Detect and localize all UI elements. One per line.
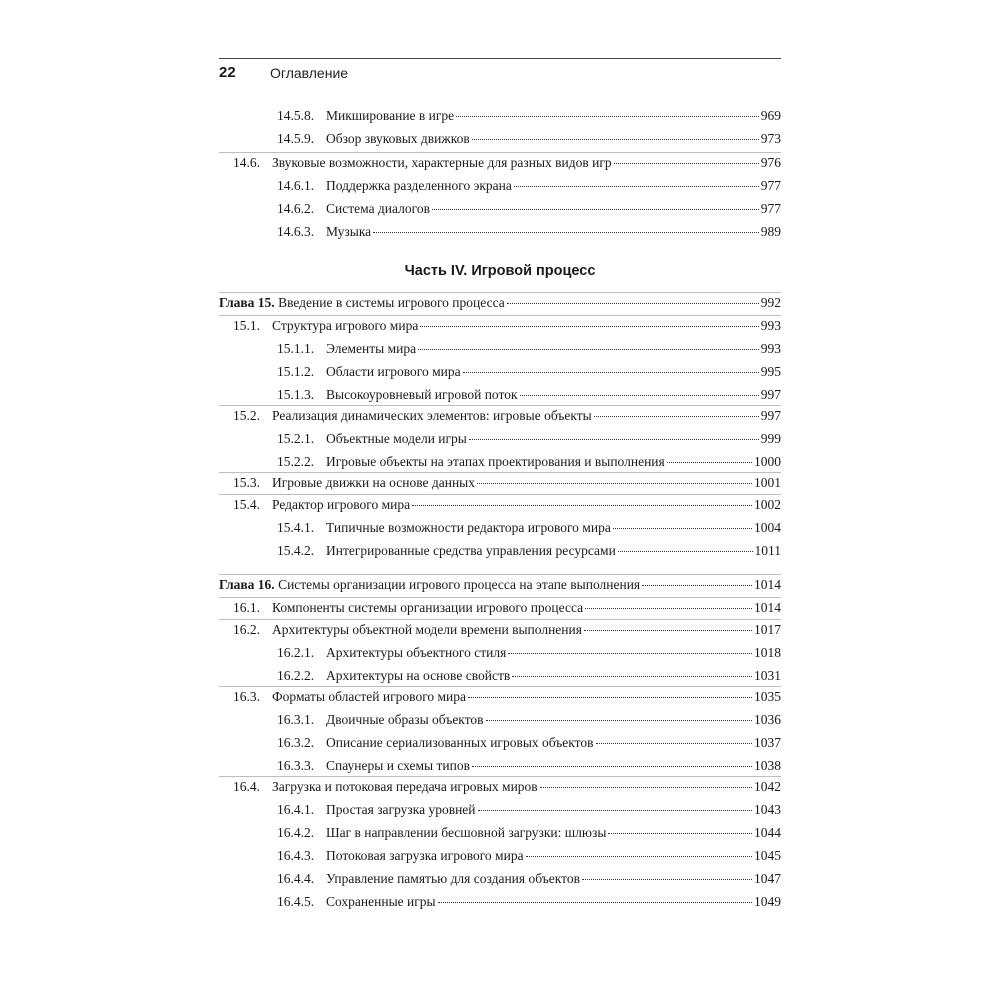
toc-entry-page: 1036 bbox=[754, 712, 781, 727]
toc-entry-number: 14.6.1. bbox=[277, 178, 315, 193]
toc-entry-title: Архитектуры на основе свойств bbox=[326, 668, 511, 683]
dot-leader bbox=[472, 139, 759, 140]
toc-entry-page: 1014 bbox=[754, 577, 781, 592]
dot-leader bbox=[512, 676, 752, 677]
toc-entry[interactable] bbox=[277, 430, 781, 448]
toc-entry-title: Реализация динамических элементов: игровые объекты bbox=[272, 408, 592, 423]
separator-rule bbox=[219, 472, 781, 473]
toc-entry-number: 15.1.1. bbox=[277, 341, 315, 356]
toc-entry-page: 1031 bbox=[754, 668, 781, 683]
toc-entry-title: Архитектуры объектной модели времени выполнения bbox=[272, 622, 582, 637]
toc-entry-number: 14.6. bbox=[233, 155, 260, 170]
toc-entry-title: Поддержка разделенного экрана bbox=[326, 178, 512, 193]
chapter-title bbox=[219, 576, 640, 594]
chapter-text: Введение в системы игрового процесса bbox=[278, 295, 505, 310]
toc-entry-title: Форматы областей игрового мира bbox=[272, 689, 467, 704]
dot-leader bbox=[613, 528, 752, 529]
toc-entry[interactable] bbox=[233, 407, 781, 425]
dot-leader bbox=[456, 116, 759, 117]
toc-entry-number: 14.5.9. bbox=[277, 131, 315, 146]
separator-rule bbox=[219, 292, 781, 293]
toc-entry-number: 14.6.3. bbox=[277, 224, 315, 239]
toc-entry-number: 15.4. bbox=[233, 497, 260, 512]
dot-leader bbox=[507, 303, 759, 304]
page-number: 22 bbox=[219, 64, 236, 81]
toc-entry-title: Система диалогов bbox=[326, 201, 430, 216]
toc-entry-title: Двоичные образы объектов bbox=[326, 712, 484, 727]
toc-entry-title: Области игрового мира bbox=[326, 364, 461, 379]
separator-rule bbox=[219, 494, 781, 495]
toc-entry[interactable] bbox=[277, 734, 781, 752]
toc-entry-number: 16.1. bbox=[233, 600, 260, 615]
separator-rule bbox=[219, 405, 781, 406]
toc-entry-number: 15.3. bbox=[233, 475, 260, 490]
toc-entry-page: 995 bbox=[760, 364, 781, 379]
toc-entry-page: 1002 bbox=[754, 497, 781, 512]
toc-entry-title: Интегрированные средства управления ресурсами bbox=[326, 543, 616, 558]
toc-entry[interactable] bbox=[277, 223, 781, 241]
dot-leader bbox=[432, 209, 759, 210]
toc-entry-title: Компоненты системы организации игрового процесса bbox=[272, 600, 584, 615]
toc-entry-page: 1011 bbox=[754, 543, 781, 558]
toc-entry-page: 1001 bbox=[754, 475, 781, 490]
chapter-text: Системы организации игрового процесса на этапе выполнения bbox=[278, 577, 641, 592]
toc-entry-title: Обзор звуковых движков bbox=[326, 131, 470, 146]
chapter-label: Глава 15. bbox=[219, 295, 275, 310]
toc-entry-page: 977 bbox=[760, 178, 781, 193]
toc-entry-page: 1045 bbox=[754, 848, 781, 863]
toc-entry-title: Загрузка и потоковая передача игровых миров bbox=[272, 779, 538, 794]
toc-entry-page: 1047 bbox=[754, 871, 781, 886]
toc-entry-page: 999 bbox=[760, 431, 781, 446]
toc-entry[interactable] bbox=[277, 453, 781, 471]
toc-entry[interactable] bbox=[233, 778, 781, 796]
toc-entry[interactable] bbox=[277, 130, 781, 148]
toc-entry-number: 16.4.4. bbox=[277, 871, 315, 886]
toc-entry[interactable] bbox=[277, 340, 781, 358]
toc-entry[interactable] bbox=[277, 386, 781, 404]
toc-entry-title: Музыка bbox=[326, 224, 372, 239]
toc-entry-page: 1035 bbox=[754, 689, 781, 704]
toc-entry-number: 15.4.2. bbox=[277, 543, 315, 558]
toc-entry-number: 14.6.2. bbox=[277, 201, 315, 216]
toc-entry-title: Спаунеры и схемы типов bbox=[326, 758, 470, 773]
dot-leader bbox=[418, 349, 759, 350]
toc-entry[interactable] bbox=[233, 317, 781, 335]
toc-entry[interactable] bbox=[277, 200, 781, 218]
toc-entry-number: 14.5.8. bbox=[277, 108, 315, 123]
dot-leader bbox=[508, 653, 752, 654]
toc-entry-number: 16.3.3. bbox=[277, 758, 315, 773]
dot-leader bbox=[463, 372, 759, 373]
toc-entry-page: 997 bbox=[760, 408, 781, 423]
dot-leader bbox=[642, 585, 752, 586]
toc-entry-number: 16.4. bbox=[233, 779, 260, 794]
toc-entry[interactable] bbox=[277, 519, 781, 537]
toc-entry-number: 15.4.1. bbox=[277, 520, 315, 535]
toc-entry-title: Архитектуры объектного стиля bbox=[326, 645, 507, 660]
toc-entry[interactable] bbox=[277, 542, 781, 560]
chapter-title bbox=[219, 294, 505, 312]
toc-entry[interactable] bbox=[277, 893, 781, 911]
toc-entry[interactable] bbox=[277, 644, 781, 662]
toc-entry-number: 16.4.5. bbox=[277, 894, 315, 909]
toc-entry[interactable] bbox=[277, 363, 781, 381]
toc-entry[interactable] bbox=[277, 107, 781, 125]
toc-entry-page: 1049 bbox=[754, 894, 781, 909]
toc-entry-page: 1017 bbox=[754, 622, 781, 637]
dot-leader bbox=[614, 163, 759, 164]
toc-entry-page: 993 bbox=[760, 341, 781, 356]
toc-entry-title: Микширование в игре bbox=[326, 108, 455, 123]
dot-leader bbox=[618, 551, 753, 552]
toc-entry[interactable] bbox=[277, 870, 781, 888]
chapter-entry[interactable] bbox=[219, 576, 781, 594]
toc-entry-page: 973 bbox=[760, 131, 781, 146]
toc-entry-title: Сохраненные игры bbox=[326, 894, 436, 909]
dot-leader bbox=[526, 856, 752, 857]
toc-entry-number: 16.2.1. bbox=[277, 645, 315, 660]
toc-entry-title: Потоковая загрузка игрового мира bbox=[326, 848, 524, 863]
toc-entry-number: 16.2.2. bbox=[277, 668, 315, 683]
toc-entry-title: Звуковые возможности, характерные для разных видов игр bbox=[272, 155, 612, 170]
dot-leader bbox=[594, 416, 759, 417]
toc-entry-page: 1018 bbox=[754, 645, 781, 660]
part-title: Часть IV. Игровой процесс bbox=[404, 263, 596, 279]
dot-leader bbox=[412, 505, 752, 506]
toc-entry-number: 16.3.1. bbox=[277, 712, 315, 727]
dot-leader bbox=[469, 439, 759, 440]
toc-entry[interactable] bbox=[277, 824, 781, 842]
toc-entry-page: 1037 bbox=[754, 735, 781, 750]
dot-leader bbox=[438, 902, 752, 903]
dot-leader bbox=[468, 697, 752, 698]
toc-entry-page: 969 bbox=[760, 108, 781, 123]
toc-entry[interactable] bbox=[277, 757, 781, 775]
toc-entry-number: 16.4.1. bbox=[277, 802, 315, 817]
toc-entry-page: 977 bbox=[760, 201, 781, 216]
toc-entry-title: Высокоуровневый игровой поток bbox=[326, 387, 518, 402]
toc-entry-number: 15.1.3. bbox=[277, 387, 315, 402]
toc-entry-title: Элементы мира bbox=[326, 341, 417, 356]
toc-entry[interactable] bbox=[233, 599, 781, 617]
toc-entry[interactable] bbox=[277, 711, 781, 729]
toc-entry-title: Игровые объекты на этапах проектирования и выполнения bbox=[326, 454, 665, 469]
dot-leader bbox=[582, 879, 752, 880]
dot-leader bbox=[486, 720, 752, 721]
dot-leader bbox=[540, 787, 752, 788]
toc-entry-number: 15.1.2. bbox=[277, 364, 315, 379]
separator-rule bbox=[219, 619, 781, 620]
toc-entry-title: Шаг в направлении бесшовной загрузки: шлюзы bbox=[326, 825, 607, 840]
chapter-entry[interactable] bbox=[219, 294, 781, 312]
toc-entry-page: 1044 bbox=[754, 825, 781, 840]
dot-leader bbox=[584, 630, 752, 631]
toc-entry-title: Игровые движки на основе данных bbox=[272, 475, 475, 490]
toc-entry-page: 1042 bbox=[754, 779, 781, 794]
toc-entry-title: Структура игрового мира bbox=[272, 318, 419, 333]
toc-entry-page: 997 bbox=[760, 387, 781, 402]
separator-rule bbox=[219, 597, 781, 598]
toc-entry-title: Редактор игрового мира bbox=[272, 497, 411, 512]
dot-leader bbox=[667, 462, 752, 463]
toc-entry-number: 16.3.2. bbox=[277, 735, 315, 750]
dot-leader bbox=[585, 608, 752, 609]
toc-entry-title: Простая загрузка уровней bbox=[326, 802, 476, 817]
toc-entry[interactable] bbox=[233, 688, 781, 706]
toc-entry-number: 15.2.1. bbox=[277, 431, 315, 446]
toc-entry[interactable] bbox=[277, 847, 781, 865]
toc-entry-number: 15.2.2. bbox=[277, 454, 315, 469]
dot-leader bbox=[477, 483, 752, 484]
separator-rule bbox=[219, 315, 781, 316]
toc-entry-page: 976 bbox=[760, 155, 781, 170]
toc-entry[interactable] bbox=[233, 496, 781, 514]
toc-entry-number: 16.3. bbox=[233, 689, 260, 704]
dot-leader bbox=[373, 232, 759, 233]
toc-entry-page: 993 bbox=[760, 318, 781, 333]
separator-rule bbox=[219, 152, 781, 153]
separator-rule bbox=[219, 686, 781, 687]
separator-rule bbox=[219, 776, 781, 777]
toc-entry-page: 1014 bbox=[754, 600, 781, 615]
toc-entry-page: 992 bbox=[760, 295, 781, 310]
toc-entry[interactable] bbox=[277, 667, 781, 685]
toc-entry-page: 1004 bbox=[754, 520, 781, 535]
toc-entry-number: 15.2. bbox=[233, 408, 260, 423]
toc-entry[interactable] bbox=[277, 801, 781, 819]
toc-entry-title: Управление памятью для создания объектов bbox=[326, 871, 580, 886]
dot-leader bbox=[420, 326, 758, 327]
toc-entry-page: 1043 bbox=[754, 802, 781, 817]
dot-leader bbox=[472, 766, 752, 767]
toc-entry[interactable] bbox=[233, 154, 781, 172]
toc-entry[interactable] bbox=[233, 621, 781, 639]
toc-entry[interactable] bbox=[277, 177, 781, 195]
toc-entry-number: 16.4.2. bbox=[277, 825, 315, 840]
toc-entry-number: 16.2. bbox=[233, 622, 260, 637]
toc-entry-page: 1038 bbox=[754, 758, 781, 773]
toc-entry-page: 989 bbox=[760, 224, 781, 239]
chapter-label: Глава 16. bbox=[219, 577, 275, 592]
toc-entry-page: 1000 bbox=[754, 454, 781, 469]
toc-entry-title: Объектные модели игры bbox=[326, 431, 467, 446]
dot-leader bbox=[520, 395, 759, 396]
toc-entry-title: Типичные возможности редактора игрового мира bbox=[326, 520, 611, 535]
dot-leader bbox=[514, 186, 759, 187]
running-header-title: Оглавление bbox=[270, 65, 349, 81]
dot-leader bbox=[608, 833, 752, 834]
dot-leader bbox=[478, 810, 752, 811]
toc-entry-number: 15.1. bbox=[233, 318, 260, 333]
toc-entry[interactable] bbox=[233, 474, 781, 492]
toc-entry-title: Описание сериализованных игровых объектов bbox=[326, 735, 594, 750]
separator-rule bbox=[219, 574, 781, 575]
dot-leader bbox=[596, 743, 752, 744]
toc-entry-number: 16.4.3. bbox=[277, 848, 315, 863]
